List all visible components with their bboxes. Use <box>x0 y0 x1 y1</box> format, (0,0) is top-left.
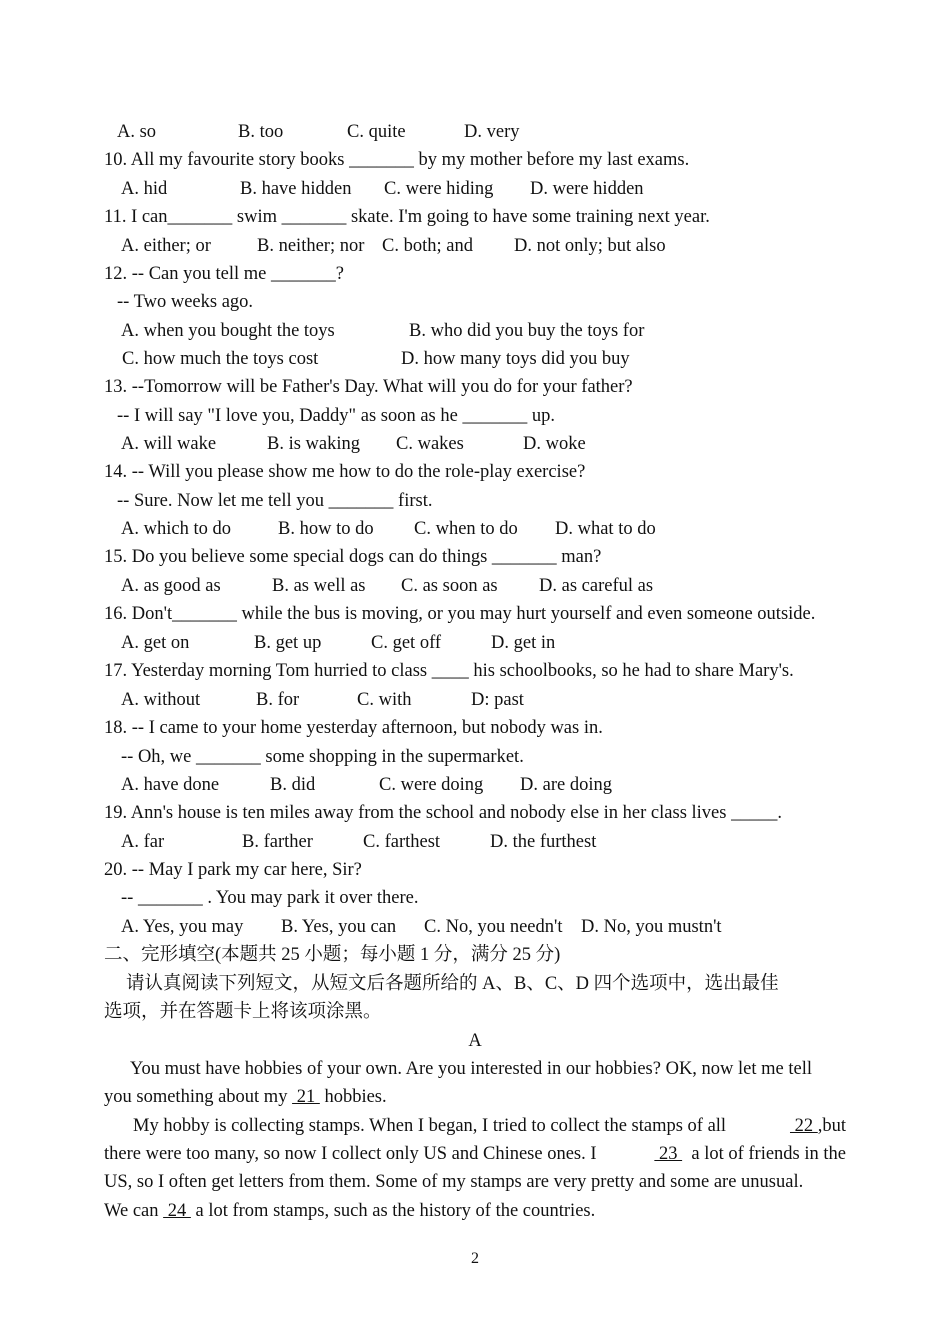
passage-p1-line2 <box>104 1083 387 1111</box>
passage-p2-line2 <box>104 1140 846 1168</box>
q14-option-d: D. what to do <box>555 519 656 539</box>
passage-text: a lot of friends in the <box>691 1144 846 1164</box>
passage-p2-line3: US, so I often get letters from them. Some of my stamps are very pretty and some are unusual. <box>104 1172 804 1192</box>
q14-option-c: C. when to do <box>414 519 518 539</box>
passage-p1-line1: You must have hobbies of your own. Are you interested in our hobbies? OK, now let me tell <box>130 1059 813 1079</box>
q17-option-d: D: past <box>471 690 524 710</box>
passage-p2-line4 <box>104 1197 595 1225</box>
q20-reply: -- _______ . You may park it over there. <box>121 888 419 908</box>
q13-stem: 13. --Tomorrow will be Father's Day. What will you do for your father? <box>104 377 633 397</box>
q12-option-b: B. who did you buy the toys for <box>409 321 645 341</box>
q16-option-a: A. get on <box>121 633 190 653</box>
q20-option-c: C. No, you needn't <box>424 917 563 937</box>
q17-option-a: A. without <box>121 690 201 710</box>
q12-stem: 12. -- Can you tell me _______? <box>104 264 344 284</box>
q11-option-a: A. either; or <box>121 236 211 256</box>
q17-option-b: B. for <box>256 690 300 710</box>
passage-text: you something about my <box>104 1087 293 1107</box>
q9-option-c: C. quite <box>347 122 406 142</box>
q10-stem: 10. All my favourite story books _______ by my mother before my last exams. <box>104 150 690 170</box>
blank-24: 24 <box>163 1201 191 1221</box>
q12-option-d: D. how many toys did you buy <box>401 349 630 369</box>
passage-text: My hobby is collecting stamps. When I began, I tried to collect the stamps of all <box>133 1116 727 1136</box>
q13-option-b: B. is waking <box>267 434 361 454</box>
q10-option-b: B. have hidden <box>240 179 352 199</box>
q15-option-b: B. as well as <box>272 576 366 596</box>
q9-option-a: A. so <box>117 122 157 142</box>
q18-option-b: B. did <box>270 775 316 795</box>
q19-option-a: A. far <box>121 832 165 852</box>
q12-option-c: C. how much the toys cost <box>122 349 319 369</box>
q9-option-b: B. too <box>238 122 284 142</box>
q12-option-a: A. when you bought the toys <box>121 321 335 341</box>
q10-option-d: D. were hidden <box>530 179 644 199</box>
q20-option-d: D. No, you mustn't <box>581 917 722 937</box>
q16-stem: 16. Don't_______ while the bus is moving, or you may hurt yourself and even someone outside. <box>104 604 816 624</box>
q11-stem: 11. I can_______ swim _______ skate. I'm going to have some training next year. <box>104 207 710 227</box>
q18-stem: 18. -- I came to your home yesterday afternoon, but nobody was in. <box>104 718 603 738</box>
q9-option-d: D. very <box>464 122 520 142</box>
q10-option-c: C. were hiding <box>384 179 494 199</box>
q11-option-d: D. not only; but also <box>514 236 666 256</box>
q13-option-a: A. will wake <box>121 434 217 454</box>
blank-22: 22 <box>789 1116 818 1136</box>
passage-text: there were too many, so now I collect only US and Chinese ones. I <box>104 1144 597 1164</box>
q15-stem: 15. Do you believe some special dogs can do things _______ man? <box>104 547 602 567</box>
q10-option-a: A. hid <box>121 179 168 199</box>
q14-reply: -- Sure. Now let me tell you _______ first. <box>117 491 433 511</box>
q13-option-c: C. wakes <box>396 434 464 454</box>
q14-option-a: A. which to do <box>121 519 231 539</box>
passage-text: ,but <box>817 1116 846 1136</box>
q20-stem: 20. -- May I park my car here, Sir? <box>104 860 362 880</box>
passage-text: We can <box>104 1201 164 1221</box>
q16-option-c: C. get off <box>371 633 442 653</box>
q18-option-d: D. are doing <box>520 775 612 795</box>
q12-reply: -- Two weeks ago. <box>117 292 254 312</box>
passage-text: a lot from stamps, such as the history of the countries. <box>190 1201 596 1221</box>
q15-option-d: D. as careful as <box>539 576 654 596</box>
q11-option-c: C. both; and <box>382 236 473 256</box>
q20-option-b: B. Yes, you can <box>281 917 397 937</box>
q14-stem: 14. -- Will you please show me how to do the role-play exercise? <box>104 462 586 482</box>
section2-heading: 二、完形填空(本题共 25 小题；每小题 1 分，满分 25 分) <box>104 945 561 965</box>
q18-option-a: A. have done <box>121 775 220 795</box>
blank-21: 21 <box>292 1087 320 1107</box>
q13-reply: -- I will say "I love you, Daddy" as soon as he _______ up. <box>117 406 555 426</box>
q19-option-c: C. farthest <box>363 832 441 852</box>
q15-option-c: C. as soon as <box>401 576 498 596</box>
q11-option-b: B. neither; nor <box>257 236 365 256</box>
passage-p2-line1 <box>133 1112 846 1140</box>
q19-option-d: D. the furthest <box>490 832 597 852</box>
q17-stem: 17. Yesterday morning Tom hurried to class ____ his schoolbooks, so he had to share Mary's. <box>104 661 794 681</box>
q13-option-d: D. woke <box>523 434 586 454</box>
passage-text: hobbies. <box>319 1087 387 1107</box>
q19-option-b: B. farther <box>242 832 313 852</box>
q18-reply: -- Oh, we _______ some shopping in the supermarket. <box>121 747 524 767</box>
q17-option-c: C. with <box>357 690 412 710</box>
page-number: 2 <box>471 1250 479 1267</box>
q19-stem: 19. Ann's house is ten miles away from the school and nobody else in her class lives _____. <box>104 803 782 823</box>
q14-option-b: B. how to do <box>278 519 374 539</box>
q20-option-a: A. Yes, you may <box>121 917 244 937</box>
blank-23: 23 <box>654 1144 683 1164</box>
section2-instructions-line2: 选项，并在答题卡上将该项涂黑。 <box>104 1002 382 1022</box>
q18-option-c: C. were doing <box>379 775 484 795</box>
q16-option-b: B. get up <box>254 633 322 653</box>
q16-option-d: D. get in <box>491 633 556 653</box>
q15-option-a: A. as good as <box>121 576 221 596</box>
section2-instructions-line1: 请认真阅读下列短文，从短文后各题所给的 A、B、C、D 四个选项中，选出最佳 <box>126 974 779 994</box>
passage-label: A <box>468 1031 482 1051</box>
